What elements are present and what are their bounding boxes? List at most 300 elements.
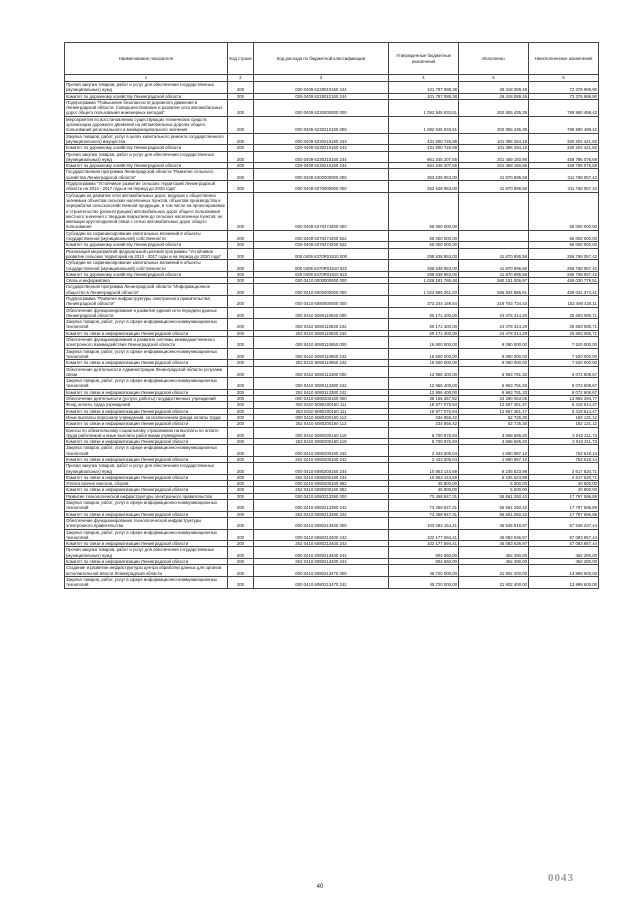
table-row bbox=[65, 230, 599, 242]
row-approved: 2 443 605,04 bbox=[389, 445, 459, 457]
row-line-code: 200 bbox=[228, 414, 254, 420]
row-line-code: 200 bbox=[228, 457, 254, 463]
row-line-code: 200 bbox=[228, 93, 254, 99]
row-budget-code: 252 0410 6080200160 119 bbox=[254, 439, 389, 445]
row-unexecuted: 25 693 085,71 bbox=[529, 330, 599, 336]
row-indicator-name: Комитет по связи и информатизации Ленинградской области bbox=[65, 474, 228, 480]
row-line-code: 200 bbox=[228, 337, 254, 349]
row-budget-code: 000 0409 6370474200 522 bbox=[254, 230, 389, 242]
row-indicator-name: Взносы по обязательному социальному страхованию на выплаты по оплате труда работников и иные выплаты работникам учреждений bbox=[65, 427, 228, 439]
row-line-code: 200 bbox=[228, 559, 254, 565]
row-approved: 16 600 000,00 bbox=[389, 348, 459, 360]
row-line-code: 200 bbox=[228, 307, 254, 319]
row-budget-code: 000 0410 6080213400 244 bbox=[254, 547, 389, 559]
row-indicator-name: Комитет по связи и информатизации Ленинградской области bbox=[65, 511, 228, 517]
table-row bbox=[65, 439, 599, 445]
row-approved: 1 024 866 261,03 bbox=[389, 284, 459, 296]
row-line-code: 200 bbox=[228, 284, 254, 296]
row-indicator-name: Прочая закупка товаров, работ и услуг для обеспечения государственных (муниципальных) нужд bbox=[65, 82, 228, 94]
row-unexecuted: 256 768 057,42 bbox=[529, 248, 599, 260]
row-line-code: 200 bbox=[228, 389, 254, 395]
row-indicator-name: Уплата прочих налогов, сборов bbox=[65, 481, 228, 487]
row-line-code: 200 bbox=[228, 439, 254, 445]
row-indicator-name: Комитет по связи и информатизации Ленинградской области bbox=[65, 487, 228, 493]
row-budget-code: 029 0409 6370474200 522 bbox=[254, 242, 389, 248]
row-executed: 560 151 006,97 bbox=[459, 278, 529, 284]
row-line-code: 200 bbox=[228, 547, 254, 559]
row-line-code: 200 bbox=[228, 565, 254, 577]
row-budget-code: 000 0410 6080213400 242 bbox=[254, 529, 389, 541]
row-approved: 101 797 088,38 bbox=[389, 82, 459, 94]
row-line-code: 200 bbox=[228, 481, 254, 487]
row-approved: 298 638 953,00 bbox=[389, 271, 459, 277]
row-executed: 6 963 791,33 bbox=[459, 366, 529, 378]
row-executed: 12 657 461,47 bbox=[459, 402, 529, 408]
row-budget-code: 000 0410 6000000000 000 bbox=[254, 284, 389, 296]
row-unexecuted: 311 768 057,42 bbox=[529, 169, 599, 181]
row-line-code: 200 bbox=[228, 360, 254, 366]
row-approved: 103 082 154,41 bbox=[389, 517, 459, 529]
row-unexecuted: 57 083 957,44 bbox=[529, 541, 599, 547]
table-row bbox=[65, 463, 599, 475]
header-executed: Исполнено bbox=[459, 43, 529, 75]
row-indicator-name: Комитет по связи и информатизации Ленинградской области bbox=[65, 559, 228, 565]
row-executed: 5 000,00 bbox=[459, 487, 529, 493]
table-row bbox=[65, 360, 599, 366]
table-row bbox=[65, 169, 599, 181]
row-indicator-name: Подпрограмма "Устойчивое развитие сельских территорий Ленинградской области на 2014 - 2017 годы и на период до 2020 года" bbox=[65, 181, 228, 193]
row-executed: 9 080 000,00 bbox=[459, 360, 529, 366]
table-row bbox=[65, 565, 599, 577]
row-line-code: 200 bbox=[228, 474, 254, 480]
row-budget-code: 252 0410 6080213390 242 bbox=[254, 511, 389, 517]
row-line-code: 200 bbox=[228, 116, 254, 133]
row-budget-code: 000 0410 6080213400 000 bbox=[254, 517, 389, 529]
table-row bbox=[65, 330, 599, 336]
row-indicator-name: Развитие технологической инфраструктуры электронного правительства bbox=[65, 493, 228, 499]
row-indicator-name: Комитет по связи и информатизации Ленинградской области bbox=[65, 330, 228, 336]
row-unexecuted: 330 204 421,82 bbox=[529, 133, 599, 145]
row-executed: 1 690 987,10 bbox=[459, 457, 529, 463]
row-indicator-name: Подпрограмма "Развитие инфраструктуры электронного правительства Ленинградской области" bbox=[65, 295, 228, 307]
row-budget-code: 252 0410 6080113380 242 bbox=[254, 389, 389, 395]
row-approved: 18 977 075,94 bbox=[389, 408, 459, 414]
table-row bbox=[65, 99, 599, 116]
row-indicator-name: Обеспечение функционирования технологической инфраструктуры электронного правительства bbox=[65, 517, 228, 529]
row-executed: 45 545 916,97 bbox=[459, 517, 529, 529]
budget-sheet bbox=[64, 42, 598, 589]
row-budget-code: 000 0409 6370R01810 000 bbox=[254, 248, 389, 260]
row-executed: 6 963 791,33 bbox=[459, 389, 529, 395]
table-row bbox=[65, 82, 599, 94]
row-line-code: 200 bbox=[228, 408, 254, 414]
row-line-code: 200 bbox=[228, 151, 254, 163]
row-executed bbox=[459, 192, 529, 230]
table-row bbox=[65, 511, 599, 517]
row-executed: 29 418 088,48 bbox=[459, 82, 529, 94]
row-line-code: 200 bbox=[228, 529, 254, 541]
row-budget-code: 029 0409 6370R01810 522 bbox=[254, 271, 389, 277]
row-budget-code: 000 0410 6080200160 242 bbox=[254, 445, 389, 457]
row-executed: 41 870 895,58 bbox=[459, 248, 529, 260]
row-budget-code: 029 0409 6230210150 244 bbox=[254, 163, 389, 169]
budget-table bbox=[64, 42, 599, 589]
row-budget-code: 252 0410 6080213400 244 bbox=[254, 559, 389, 565]
table-row bbox=[65, 145, 599, 151]
row-budget-code: 252 0410 6080200160 242 bbox=[254, 457, 389, 463]
row-budget-code: 000 0410 6080200160 244 bbox=[254, 463, 389, 475]
table-row bbox=[65, 576, 599, 588]
row-unexecuted: 153 490 425,11 bbox=[529, 295, 599, 307]
column-index: 5 bbox=[459, 75, 529, 82]
row-budget-code: 000 0409 6230000000 000 bbox=[254, 99, 389, 116]
column-index: 4 bbox=[389, 75, 459, 82]
row-unexecuted: 459 786 076,69 bbox=[529, 151, 599, 163]
row-line-code: 200 bbox=[228, 500, 254, 512]
header-unexecuted: Неисполненные назначения bbox=[529, 43, 599, 75]
row-approved: 5 700 876,93 bbox=[389, 427, 459, 439]
row-budget-code: 000 0409 6230210150 000 bbox=[254, 116, 389, 133]
column-index: 2 bbox=[228, 75, 254, 82]
row-approved: 12 956 400,00 bbox=[389, 389, 459, 395]
row-budget-code: 000 0410 6080200160 000 bbox=[254, 396, 389, 402]
table-row bbox=[65, 163, 599, 169]
row-indicator-name: Закупка товаров, работ, услуг в сфере информационно-коммуникационных технологий bbox=[65, 576, 228, 588]
row-indicator-name: Комитет по связи и информатизации Ленинградской области bbox=[65, 439, 228, 445]
table-row bbox=[65, 93, 599, 99]
row-indicator-name: Закупка товаров, работ, услуг в сфере информационно-коммуникационных технологий bbox=[65, 348, 228, 360]
row-approved: 10 853 144,69 bbox=[389, 463, 459, 475]
row-indicator-name: Обеспечение деятельности Администрации Ленинградской области услугами связи bbox=[65, 366, 228, 378]
table-row bbox=[65, 389, 599, 395]
row-executed: 3 658 665,20 bbox=[459, 439, 529, 445]
row-approved: 1 092 845 933,61 bbox=[389, 116, 459, 133]
row-executed: 45 083 636,97 bbox=[459, 541, 529, 547]
row-line-code: 200 bbox=[228, 348, 254, 360]
table-row bbox=[65, 421, 599, 427]
row-unexecuted: 25 693 085,71 bbox=[529, 307, 599, 319]
row-approved: 55 000 000,00 bbox=[389, 192, 459, 230]
table-row bbox=[65, 500, 599, 512]
row-indicator-name: Комитет по дорожному хозяйству Ленинградской области bbox=[65, 145, 228, 151]
header-budget-code: Код расхода по бюджетной классификации bbox=[254, 43, 389, 75]
row-line-code: 200 bbox=[228, 295, 254, 307]
row-unexecuted: 182 131,12 bbox=[529, 414, 599, 420]
row-line-code: 200 bbox=[228, 169, 254, 181]
row-indicator-name: Комитет по дорожному хозяйству Ленинградской области bbox=[65, 271, 228, 277]
table-row bbox=[65, 271, 599, 277]
row-indicator-name: Закупка товаров, работ, услуг в сфере информационно-коммуникационных технологий bbox=[65, 378, 228, 390]
row-unexecuted: 789 990 498,42 bbox=[529, 99, 599, 116]
row-unexecuted: 7 520 000,00 bbox=[529, 337, 599, 349]
row-unexecuted: 55 000 000,00 bbox=[529, 242, 599, 248]
row-executed: 52 725,30 bbox=[459, 414, 529, 420]
header-row bbox=[65, 43, 599, 75]
row-indicator-name: Комитет по связи и информатизации Ленинградской области bbox=[65, 360, 228, 366]
row-indicator-name: Закупка товаров, работ, услуг в целях капитального ремонта государственного (муниципального) имущества bbox=[65, 133, 228, 145]
table-row bbox=[65, 474, 599, 480]
column-index: 1 bbox=[65, 75, 228, 82]
row-unexecuted: 7 520 000,00 bbox=[529, 360, 599, 366]
row-budget-code: 029 0409 6230210150 243 bbox=[254, 145, 389, 151]
row-budget-code: 000 0410 6080200160 112 bbox=[254, 414, 389, 420]
row-indicator-name: Обеспечение функционирования и развития системы межведомственного электронного взаимодействия Ленинградской области bbox=[65, 337, 228, 349]
row-budget-code: 000 0409 6300000000 000 bbox=[254, 169, 389, 181]
table-row bbox=[65, 378, 599, 390]
row-unexecuted: 311 768 057,42 bbox=[529, 181, 599, 193]
table-row bbox=[65, 366, 599, 378]
table-row bbox=[65, 192, 599, 230]
row-indicator-name: Прочая закупка товаров, работ и услуг для обеспечения государственных (муниципальных) нужд bbox=[65, 151, 228, 163]
row-executed: 101 396 284,18 bbox=[459, 145, 529, 151]
row-approved: 661 245 207,65 bbox=[389, 163, 459, 169]
row-unexecuted: 17 797 596,89 bbox=[529, 493, 599, 499]
row-line-code: 200 bbox=[228, 319, 254, 331]
row-executed: 5 000,00 bbox=[459, 481, 529, 487]
row-budget-code: 252 0410 6080200160 852 bbox=[254, 487, 389, 493]
row-budget-code: 000 0410 6080200160 119 bbox=[254, 427, 389, 439]
row-executed: 55 661 250,42 bbox=[459, 500, 529, 512]
row-line-code: 200 bbox=[228, 421, 254, 427]
row-line-code: 200 bbox=[228, 402, 254, 408]
archive-stamp: 0043 bbox=[548, 872, 574, 884]
row-indicator-name: Комитет по связи и информатизации Ленинградской области bbox=[65, 541, 228, 547]
row-unexecuted: 469 030 779,51 bbox=[529, 278, 599, 284]
row-executed: 24 478 314,29 bbox=[459, 307, 529, 319]
row-unexecuted: 7 520 000,00 bbox=[529, 348, 599, 360]
row-unexecuted: 256 768 057,42 bbox=[529, 260, 599, 272]
row-budget-code: 029 0409 6228010160 244 bbox=[254, 93, 389, 99]
row-executed: 101 396 284,18 bbox=[459, 133, 529, 145]
row-unexecuted: 182 131,12 bbox=[529, 421, 599, 427]
table-row bbox=[65, 295, 599, 307]
row-approved: 55 000 000,00 bbox=[389, 242, 459, 248]
row-executed: 452 280,00 bbox=[459, 547, 529, 559]
table-row bbox=[65, 541, 599, 547]
row-unexecuted: 13 865 294,77 bbox=[529, 396, 599, 402]
row-line-code: 200 bbox=[228, 242, 254, 248]
table-row bbox=[65, 427, 599, 439]
row-budget-code: 000 0410 6080213390 000 bbox=[254, 493, 389, 499]
row-executed: 565 834 886,61 bbox=[459, 284, 529, 296]
row-approved: 73 458 847,31 bbox=[389, 511, 459, 517]
row-executed: 6 235 523,98 bbox=[459, 474, 529, 480]
row-executed: 452 280,00 bbox=[459, 559, 529, 565]
row-line-code: 200 bbox=[228, 133, 254, 145]
row-budget-code: 000 0410 6080110840 000 bbox=[254, 307, 389, 319]
row-executed: 52 725,30 bbox=[459, 421, 529, 427]
budget-table-body bbox=[65, 43, 599, 589]
row-indicator-name: Комитет по дорожному хозяйству Ленинградской области bbox=[65, 242, 228, 248]
row-indicator-name: Связь и информатика bbox=[65, 278, 228, 284]
row-unexecuted: 57 083 957,44 bbox=[529, 529, 599, 541]
row-approved: 102 177 594,41 bbox=[389, 529, 459, 541]
row-executed bbox=[459, 230, 529, 242]
row-unexecuted: 6 319 614,47 bbox=[529, 408, 599, 414]
row-executed: 302 855 435,39 bbox=[459, 116, 529, 133]
row-indicator-name: Комитет по связи и информатизации Ленинградской области bbox=[65, 408, 228, 414]
row-budget-code: 000 0410 6080000000 000 bbox=[254, 295, 389, 307]
row-approved: 431 600 726,98 bbox=[389, 133, 459, 145]
row-approved: 1 092 845 933,61 bbox=[389, 99, 459, 116]
row-approved: 45 800,00 bbox=[389, 487, 459, 493]
row-budget-code: 000 0409 6228010160 244 bbox=[254, 82, 389, 94]
row-indicator-name: Обеспечение деятельности (услуги, работы) государственных учреждений bbox=[65, 396, 228, 402]
row-approved: 353 638 953,00 bbox=[389, 169, 459, 181]
table-row bbox=[65, 181, 599, 193]
row-indicator-name: Субсидии на софинансирование капитальных вложений в объекты государственной (муниципальной) собственности bbox=[65, 260, 228, 272]
row-unexecuted: 40 800,00 bbox=[529, 481, 599, 487]
row-approved: 45 720 000,00 bbox=[389, 565, 459, 577]
row-indicator-name: Обеспечение функционирования и развития единой сети передачи данных Ленинградской области bbox=[65, 307, 228, 319]
row-unexecuted: 6 072 608,67 bbox=[529, 378, 599, 390]
row-line-code: 200 bbox=[228, 330, 254, 336]
row-line-code: 200 bbox=[228, 260, 254, 272]
row-approved: 1 029 181 786,48 bbox=[389, 278, 459, 284]
row-budget-code: 000 0410 6080113380 242 bbox=[254, 378, 389, 390]
row-unexecuted: 752 618,14 bbox=[529, 445, 599, 457]
row-indicator-name: Иные выплаты персоналу учреждений, за исключением фонда оплаты труда bbox=[65, 414, 228, 420]
row-budget-code: 252 0410 6080200160 244 bbox=[254, 474, 389, 480]
row-executed: 6 235 523,98 bbox=[459, 463, 529, 475]
row-unexecuted: 452 280,00 bbox=[529, 547, 599, 559]
row-line-code: 200 bbox=[228, 248, 254, 260]
row-approved: 431 600 726,98 bbox=[389, 145, 459, 151]
row-unexecuted: 452 280,00 bbox=[529, 559, 599, 565]
row-unexecuted: 6 072 608,67 bbox=[529, 389, 599, 395]
row-unexecuted: 459 786 076,69 bbox=[529, 163, 599, 169]
row-approved: 45 800,00 bbox=[389, 481, 459, 487]
row-budget-code: 000 0410 6080213470 000 bbox=[254, 565, 389, 577]
row-line-code: 200 bbox=[228, 163, 254, 169]
header-approved: Утвержденные бюджетные назначения bbox=[389, 43, 459, 75]
table-row bbox=[65, 408, 599, 414]
row-approved: 102 177 594,41 bbox=[389, 541, 459, 547]
table-row bbox=[65, 319, 599, 331]
column-index-row bbox=[65, 75, 599, 82]
row-line-code: 200 bbox=[228, 366, 254, 378]
row-line-code: 200 bbox=[228, 541, 254, 547]
row-line-code: 200 bbox=[228, 463, 254, 475]
row-indicator-name: Закупка товаров, работ, услуг в сфере информационно-коммуникационных технологий bbox=[65, 445, 228, 457]
row-unexecuted: 17 797 596,89 bbox=[529, 511, 599, 517]
row-executed: 12 657 461,47 bbox=[459, 408, 529, 414]
row-line-code: 200 bbox=[228, 192, 254, 230]
row-executed: 201 459 150,96 bbox=[459, 151, 529, 163]
row-unexecuted: 72 378 999,90 bbox=[529, 93, 599, 99]
row-indicator-name: Субсидии на софинансирование капитальных вложений в объекты государственной (муниципальной) собственности bbox=[65, 230, 228, 242]
row-indicator-name: Фонд оплаты труда учреждений bbox=[65, 402, 228, 408]
row-unexecuted: 6 319 614,47 bbox=[529, 402, 599, 408]
row-indicator-name: Комитет по дорожному хозяйству Ленинградской области bbox=[65, 163, 228, 169]
row-approved: 101 797 088,38 bbox=[389, 93, 459, 99]
row-indicator-name: Субсидии на развитие сети автомобильных дорог, ведущих к общественно значимым объектам сельских населенных пунктов, объектам производства и переработки сельскохозяйственной продукции, в том числе на проектирование и строительство (реконструкцию) автомобильных дорог общего пользования местного значения с твердым покрытием до сельских населенных пунктов, не имеющих круглогодичной связи с сетью автомобильных дорог общего пользования bbox=[65, 192, 228, 230]
row-executed: 24 290 063,05 bbox=[459, 396, 529, 402]
row-line-code: 200 bbox=[228, 82, 254, 94]
row-indicator-name: Реализация мероприятий федеральной целевой программы "Устойчивое развитие сельских территорий на 2014 - 2017 годы и на период до 2020 года" bbox=[65, 248, 228, 260]
row-executed: 41 870 895,58 bbox=[459, 181, 529, 193]
row-line-code: 200 bbox=[228, 99, 254, 116]
row-line-code: 200 bbox=[228, 230, 254, 242]
row-budget-code: 000 0410 6080110840 242 bbox=[254, 319, 389, 331]
row-unexecuted: 6 072 608,67 bbox=[529, 366, 599, 378]
row-budget-code: 000 0410 6080110850 242 bbox=[254, 348, 389, 360]
row-approved: 50 171 400,00 bbox=[389, 330, 459, 336]
row-indicator-name: Комитет по связи и информатизации Ленинградской области bbox=[65, 389, 228, 395]
table-row bbox=[65, 133, 599, 145]
row-approved: 16 600 000,00 bbox=[389, 337, 459, 349]
row-unexecuted: 789 990 498,42 bbox=[529, 116, 599, 133]
table-row bbox=[65, 547, 599, 559]
row-approved: 2 443 605,04 bbox=[389, 457, 459, 463]
table-row bbox=[65, 260, 599, 272]
row-approved: 73 458 847,31 bbox=[389, 493, 459, 499]
row-executed: 55 661 250,42 bbox=[459, 493, 529, 499]
row-budget-code: 252 0410 6080110840 242 bbox=[254, 330, 389, 336]
row-budget-code: 252 0410 6080200160 111 bbox=[254, 408, 389, 414]
row-line-code: 200 bbox=[228, 396, 254, 402]
row-unexecuted: 330 204 421,82 bbox=[529, 145, 599, 151]
row-approved: 38 155 357,82 bbox=[389, 396, 459, 402]
row-budget-code: 252 0410 6080200160 112 bbox=[254, 421, 389, 427]
row-budget-code: 000 0409 6230210150 243 bbox=[254, 133, 389, 145]
row-unexecuted: 55 000 000,00 bbox=[529, 192, 599, 230]
row-unexecuted: 2 617 620,71 bbox=[529, 463, 599, 475]
row-budget-code: 000 0410 6080213470 242 bbox=[254, 576, 389, 588]
row-budget-code: 000 0409 6230210150 244 bbox=[254, 151, 389, 163]
row-executed: 9 080 000,00 bbox=[459, 337, 529, 349]
row-budget-code: 252 0410 6080213400 242 bbox=[254, 541, 389, 547]
row-line-code: 200 bbox=[228, 517, 254, 529]
row-approved: 298 638 953,00 bbox=[389, 260, 459, 272]
row-unexecuted: 72 378 999,90 bbox=[529, 82, 599, 94]
row-approved: 661 245 207,65 bbox=[389, 151, 459, 163]
row-approved: 55 000 000,00 bbox=[389, 230, 459, 242]
column-index: 6 bbox=[529, 75, 599, 82]
row-indicator-name: Комитет по связи и информатизации Ленинградской области bbox=[65, 421, 228, 427]
row-approved: 73 458 847,31 bbox=[389, 500, 459, 512]
row-executed: 41 870 895,58 bbox=[459, 260, 529, 272]
row-executed: 31 902 400,00 bbox=[459, 565, 529, 577]
row-unexecuted: 13 899 600,00 bbox=[529, 576, 599, 588]
row-approved: 16 600 000,00 bbox=[389, 360, 459, 366]
row-unexecuted: 25 693 085,71 bbox=[529, 319, 599, 331]
row-approved: 373 244 159,54 bbox=[389, 295, 459, 307]
row-unexecuted: 459 031 374,41 bbox=[529, 284, 599, 296]
row-approved: 234 856,42 bbox=[389, 421, 459, 427]
row-approved: 50 171 400,00 bbox=[389, 319, 459, 331]
row-indicator-name: Закупка товаров, работ, услуг в сфере информационно-коммуникационных технологий bbox=[65, 319, 228, 331]
row-executed: 6 963 791,33 bbox=[459, 378, 529, 390]
row-indicator-name: Комитет по дорожному хозяйству Ленинградской области bbox=[65, 93, 228, 99]
header-indicator-name: Наименование показателя bbox=[65, 43, 228, 75]
row-approved: 50 171 400,00 bbox=[389, 307, 459, 319]
row-indicator-name: Государственная программа Ленинградской области "Информационное общество в Ленинградской области" bbox=[65, 284, 228, 296]
row-executed: 24 478 314,29 bbox=[459, 330, 529, 336]
table-row bbox=[65, 396, 599, 402]
row-line-code: 200 bbox=[228, 576, 254, 588]
row-line-code: 200 bbox=[228, 145, 254, 151]
row-unexecuted: 2 042 211,73 bbox=[529, 427, 599, 439]
row-approved: 5 700 876,93 bbox=[389, 439, 459, 445]
table-row bbox=[65, 487, 599, 493]
row-approved: 12 956 400,00 bbox=[389, 366, 459, 378]
row-unexecuted: 752 618,14 bbox=[529, 457, 599, 463]
table-row bbox=[65, 248, 599, 260]
row-executed: 3 658 665,20 bbox=[459, 427, 529, 439]
row-approved: 353 638 953,00 bbox=[389, 181, 459, 193]
row-unexecuted: 40 800,00 bbox=[529, 487, 599, 493]
